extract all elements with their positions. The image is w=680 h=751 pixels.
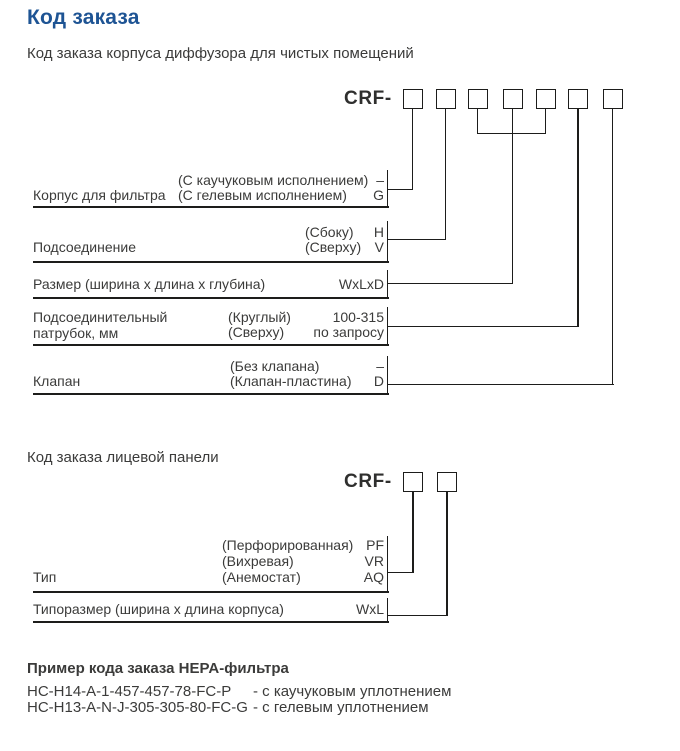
example-code: HC-H14-A-1-457-457-78-FC-P [27,683,232,700]
connector-box4-vertical [512,109,513,284]
connector-box7-vertical [612,109,613,385]
row-label: Корпус для фильтра [33,187,166,203]
code-box-3 [468,89,488,109]
option-line [33,570,384,586]
option-text: (С каучуковым исполнением) [178,172,369,188]
option-text: (Клапан-пластина) [230,373,352,389]
row-divider [33,344,389,346]
option-value: H [373,224,384,240]
row-divider [33,206,389,208]
row-label: Тип [33,569,57,585]
code-box-7 [603,89,623,109]
branch-panel-row1-horizontal [387,572,414,573]
code-box-2 [436,89,456,109]
branch-row4-horizontal [387,326,579,327]
row-divider [33,393,389,395]
option-line [33,374,384,390]
connector-box5-vertical [545,109,546,134]
example-description: - с каучуковым уплотнением [253,683,452,700]
branch-row2-horizontal [387,239,446,240]
option-line [33,538,384,554]
option-text: (Круглый) [228,309,291,325]
code-box-5 [536,89,556,109]
row-label: Типоразмер (ширина х длина корпуса) [33,601,284,617]
option-value: V [374,239,384,255]
row3-edge-tick [387,270,388,299]
option-value: AQ [363,569,384,585]
option-value: WxL [356,601,384,617]
example-line [27,684,451,700]
branch-row3-horizontal [387,283,513,284]
code-box-6 [568,89,588,109]
example-line [27,700,429,716]
option-text: (С гелевым исполнением) [178,187,347,203]
row-divider [33,591,389,593]
connector-panel-box2-vertical [446,491,447,616]
row-divider [33,621,389,623]
option-line [33,554,384,570]
option-value: 100-315 [332,309,384,325]
connector-panel-box1-vertical [412,491,413,573]
connector-box3-vertical [477,109,478,134]
row5-edge-tick [387,356,388,395]
option-value: VR [364,553,384,569]
option-text: (Перфорированная) [222,537,354,553]
code-box-4 [503,89,523,109]
option-value: – [376,172,384,188]
option-value: D [373,373,384,389]
row-divider [33,297,389,299]
connector-box2-vertical [445,109,446,240]
option-value: по запросу [313,324,384,340]
row-label: Размер (ширина х длина х глубина) [33,276,266,292]
row-divider [33,261,389,263]
row-label: Подсоединение [33,239,136,255]
option-text: (Без клапана) [230,358,320,374]
panel-code-prefix: CRF- [344,471,392,492]
panel-code-box-1 [403,472,423,492]
connector-box6-vertical [577,109,578,327]
option-value: WxLxD [338,276,384,292]
panel-row1-edge-tick [387,536,388,593]
example-code: HC-H13-A-N-J-305-305-80-FC-G [27,699,248,716]
housing-code-prefix: CRF- [344,88,392,109]
example-description: - с гелевым уплотнением [253,699,429,716]
option-value: G [373,187,384,203]
option-value: – [376,358,384,374]
row4-edge-tick [387,307,388,346]
option-text: (Сбоку) [305,224,354,240]
code-box-1 [403,89,423,109]
option-value: PF [366,537,384,553]
option-text: (Сверху) [305,239,362,255]
page-title: Код заказа [27,6,140,29]
connector-box1-vertical [412,109,413,190]
branch-panel-row2-horizontal [387,615,448,616]
option-text: (Сверху) [228,324,285,340]
option-text: (Вихревая) [222,553,294,569]
row-label: Клапан [33,373,81,389]
branch-row5-horizontal [387,384,614,385]
branch-row1-horizontal [387,189,413,190]
panel-row2-edge-tick [387,598,388,623]
option-text: (Анемостат) [222,569,301,585]
housing-section-heading: Код заказа корпуса диффузора для чистых помещений [27,45,414,62]
row2-edge-tick [387,221,388,263]
example-section-heading: Пример кода заказа HEPA-фильтра [27,660,289,677]
connector-merge-horizontal [477,133,546,134]
row-label: Подсоединительный патрубок, мм [33,309,168,341]
panel-code-box-2 [437,472,457,492]
panel-section-heading: Код заказа лицевой панели [27,449,219,466]
row1-edge-tick [387,170,388,208]
